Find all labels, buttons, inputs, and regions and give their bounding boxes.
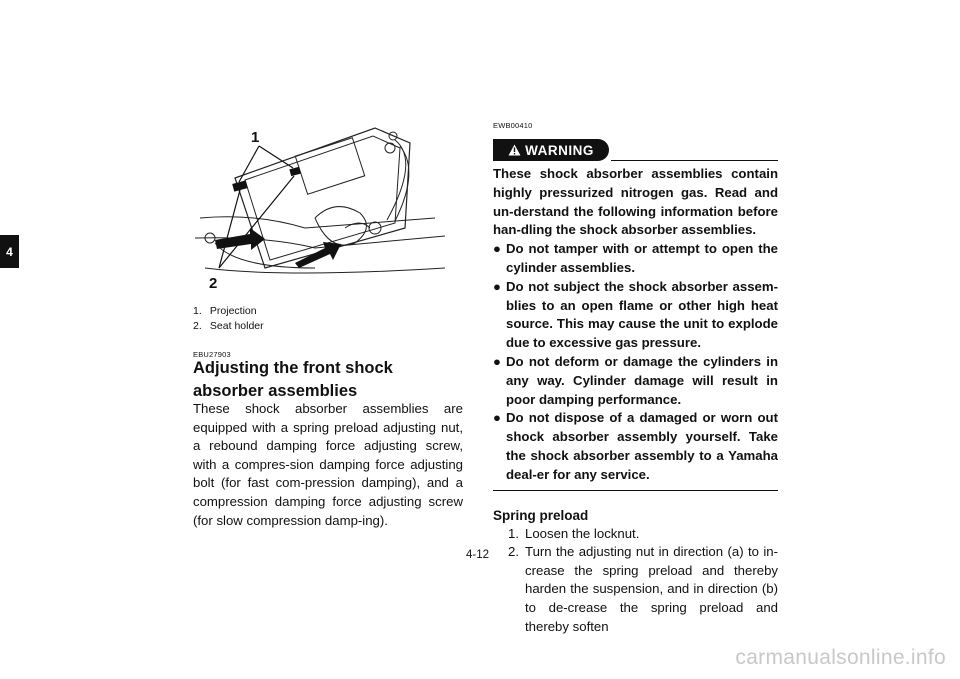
procedure-step: 2. Turn the adjusting nut in direction (a) to in-crease the spring preload and thereby harden the suspension, and in direction (b) to de-crease the spring preload and thereby soften (508, 544, 778, 634)
warning-top-rule (611, 160, 778, 161)
section-tab: 4 (0, 235, 19, 268)
warning-bullet: ● Do not subject the shock absorber assem-blies to an open flame or other high heat source. This may cause the unit to explode due to excessive gas pressure. (493, 278, 778, 351)
warning-code: EWB00410 (493, 121, 533, 130)
callout-2: 2 (209, 275, 218, 292)
warning-badge (493, 139, 609, 161)
shock-absorber-figure (195, 118, 445, 300)
figure-caption (193, 304, 264, 334)
callout-1: 1 (251, 129, 260, 146)
procedure-step: 1. Loosen the locknut. (508, 525, 640, 541)
page-number: 4-12 (466, 549, 490, 561)
warning-bullet: ● Do not tamper with or attempt to open the cylinder assemblies. (493, 241, 778, 275)
section-code: EBU27903 (193, 350, 231, 359)
warning-bottom-rule (493, 490, 778, 491)
warning-intro: These shock absorber assemblies contain highly pressurized nitrogen gas. Read and un-derstand the following information before han-dling the shock absorber assemblies. (493, 166, 778, 238)
body-paragraph: These shock absorber assemblies are equipped with a spring preload adjusting nut, a rebound damping force adjusting screw, with a compres-sion damping force adjusting bolt (for fast com-pression damping), and a compression damping force adjusting screw (for slow compression damp-ing). (193, 401, 463, 528)
spring-preload-heading: Spring preload (493, 507, 589, 523)
right-column (493, 121, 778, 636)
warning-header (493, 132, 778, 162)
watermark: carmanualsonline.info (735, 646, 946, 669)
caption-item: 1. Projection (193, 305, 257, 317)
section-heading: Adjusting the front shock absorber assemblies (193, 359, 393, 400)
seat-illustration (195, 118, 445, 300)
caption-item: 2. Seat holder (193, 320, 264, 332)
warning-bullet: ● Do not dispose of a damaged or worn out shock absorber assembly yourself. Take the shock absorber assembly to a Yamaha deal-er for any service. (493, 410, 778, 482)
warning-label: WARNING (525, 142, 594, 158)
warning-bullet: ● Do not deform or damage the cylinders in any way. Cylinder damage will result in poor damping performance. (493, 353, 778, 407)
warning-triangle-icon (508, 144, 521, 156)
